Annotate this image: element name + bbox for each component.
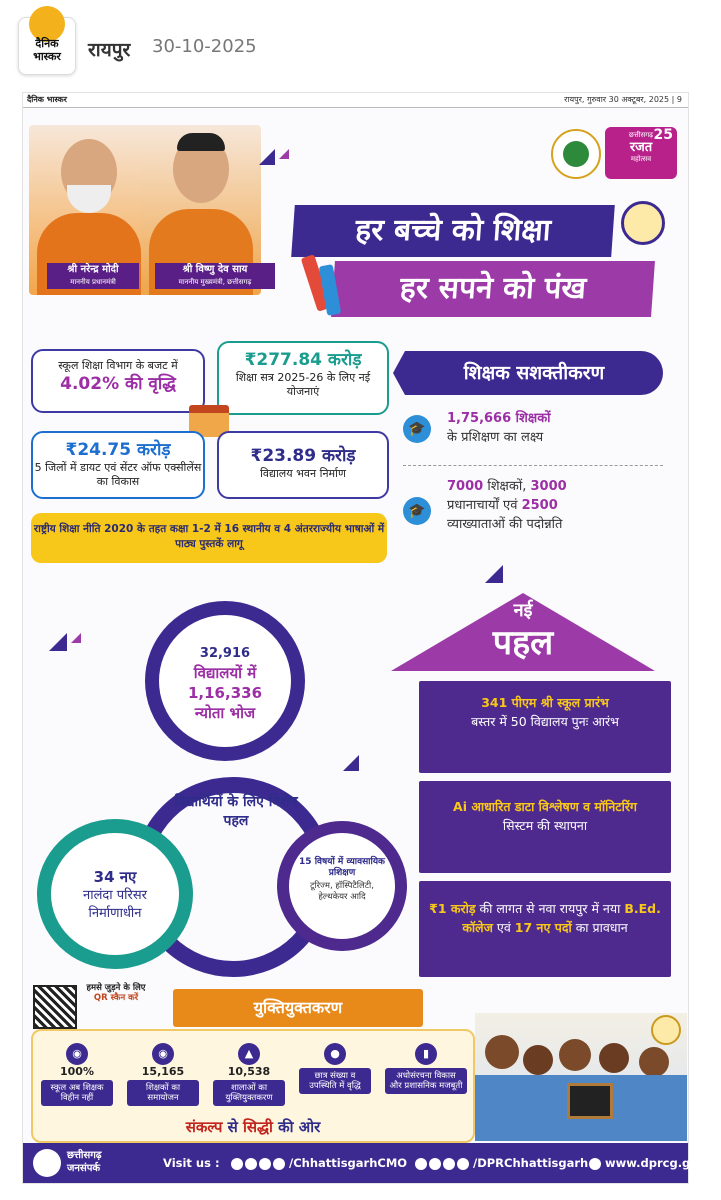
stat-label: अधोसंरचना विकास और प्रशासनिक मजबूती [385, 1068, 467, 1094]
nayi-pahal-heading [391, 595, 655, 663]
leader-namebar-1 [47, 263, 139, 289]
newspaper-page [22, 92, 721, 1184]
x-icon[interactable] [429, 1158, 441, 1170]
logo-line2: भास्कर [33, 50, 61, 63]
pahal-box-3-text1: की लागत से नवा रायपुर में नया [479, 901, 621, 916]
social-icons-1 [231, 1143, 287, 1183]
pahal-box-2 [419, 781, 671, 873]
decor-triangle [259, 149, 275, 165]
pahal-box-3-hl3: 17 नए पदों [514, 920, 572, 935]
tagline-b: से [227, 1118, 238, 1136]
decor-triangle [485, 565, 503, 583]
divider [403, 465, 663, 466]
student-head [523, 1045, 553, 1075]
rajat-line1: छत्तीसगढ़ [628, 131, 654, 139]
teacher-item-2-v3: 2500 [521, 498, 558, 513]
circle-left-line1: 34 नए [93, 868, 137, 886]
page-strip [23, 93, 688, 108]
circle-left-line2: नालंदा परिसर निर्माणाधीन [83, 888, 147, 921]
tagline-a: संकल्प [185, 1118, 223, 1136]
social-icons-2 [415, 1143, 471, 1183]
cg-govt-emblem [551, 129, 601, 179]
graduation-cap-icon: 🎓 [403, 415, 431, 443]
teacher-item-2-t3: व्याख्याताओं की पदोन्नति [447, 517, 563, 532]
students-group-icon: ● [324, 1043, 346, 1065]
pahal-box-2-text: सिस्टम की स्थापना [502, 818, 588, 833]
stat-label: शालाओं का युक्तियुक्तकरण [213, 1080, 285, 1106]
footer-bar [23, 1143, 721, 1183]
page-strip-left: दैनिक भास्कर [27, 95, 67, 104]
nayi-big: पहल [492, 623, 554, 663]
budget-box-2-value: ₹277.84 करोड़ [244, 350, 362, 370]
pahal-box-3-hl1: ₹1 करोड़ [429, 901, 476, 916]
tagline-c: सिद्धी [242, 1118, 273, 1136]
budget-box-2 [217, 341, 389, 415]
budget-box-4-value: ₹23.89 करोड़ [250, 446, 356, 466]
pahal-box-3-text3: का प्रावधान [575, 920, 628, 935]
decor-triangle [279, 149, 289, 159]
emblem-icon [563, 141, 589, 167]
nep-note: राष्ट्रीय शिक्षा नीति 2020 के तहत कक्षा 1-2 में 16 स्थानीय व 4 अंतरराज्यीय भाषाओं में पाठ्य पुस्तकें लागू [31, 513, 387, 563]
edition-city[interactable]: रायपुर [88, 39, 131, 61]
qr-cta: QR स्कैन करें [93, 993, 139, 1003]
qr-code[interactable] [33, 985, 77, 1029]
circle-top-line2: विद्यालयों में [193, 664, 257, 682]
visit-label: Visit us : [163, 1156, 220, 1170]
handle-dpr[interactable]: /DPRChhattisgarh [473, 1156, 589, 1170]
rajat-line3: महोत्सव [630, 155, 652, 163]
leader-role-2: माननीय मुख्यमंत्री, छत्तीसगढ़ [178, 278, 252, 286]
headline-line1: हर बच्चे को शिक्षा [291, 205, 615, 257]
teacher-item-2 [447, 477, 673, 534]
stat-label: छात्र संख्या व उपस्थिति में वृद्धि [299, 1068, 371, 1094]
stat-item [127, 1041, 199, 1119]
logo-line1: दैनिक [35, 37, 59, 50]
headline-line2: हर सपने को पंख [331, 261, 655, 317]
rajat-mahotsav-badge [605, 127, 677, 179]
circle-right-line2: टूरिज्म, हॉस्पिटैलिटी, हेल्थकेयर आदि [310, 881, 374, 902]
edition-date[interactable]: 30-10-2025 [152, 36, 257, 57]
student-head [485, 1035, 519, 1069]
teacher-item-2-v1: 7000 [447, 479, 484, 494]
decor-triangle [49, 633, 67, 651]
student-head [559, 1039, 591, 1071]
pahal-box-3-text2: एवं [496, 920, 511, 935]
rajat-line2: रजत [629, 140, 653, 155]
stat-item [41, 1041, 113, 1119]
budget-box-4-text: विद्यालय भवन निर्माण [260, 467, 346, 480]
teacher-section-title: शिक्षक सशक्तीकरण [405, 351, 663, 395]
stat-item [213, 1041, 285, 1119]
portrait-1-beard [67, 185, 111, 213]
rationalization-title: युक्तियुक्तकरण [173, 989, 423, 1027]
dainik-bhaskar-logo[interactable] [18, 17, 76, 75]
stat-value: 15,165 [141, 1065, 185, 1078]
youtube-icon[interactable] [443, 1158, 455, 1170]
stat-label: शिक्षकों का समायोजन [127, 1080, 199, 1106]
budget-box-3-text: 5 जिलों में डायट एवं सेंटर ऑफ एक्सीलेंस का विकास [34, 461, 202, 488]
dept-name [67, 1149, 102, 1175]
graduation-cap-icon: 🎓 [403, 497, 431, 525]
circle-right-line1: 15 विषयों में व्यावसायिक प्रशिक्षण [299, 857, 385, 878]
portrait-2-hair [177, 133, 225, 151]
teacher-item-2-v2: 3000 [530, 479, 567, 494]
budget-box-1-value: 4.02% की वृद्धि [60, 374, 176, 394]
instagram-icon[interactable] [273, 1158, 285, 1170]
teacher-item-2-t1: शिक्षकों, [487, 479, 527, 494]
decor-triangle [71, 633, 81, 643]
circle-top-line4: न्योता भोज [194, 704, 256, 722]
budget-box-3-value: ₹24.75 करोड़ [65, 440, 171, 460]
pahal-box-1-hl: 341 पीएम श्री स्कूल प्रारंभ [481, 695, 609, 710]
budget-box-2-text: शिक्षा सत्र 2025-26 के लिए नई योजनाएं [235, 371, 371, 398]
x-icon[interactable] [245, 1158, 257, 1170]
qr-label-block [77, 983, 155, 1003]
pahal-box-2-hl: Ai आधारित डाटा विश्लेषण व मॉनिटरिंग [453, 799, 637, 814]
cg-emblem-icon [33, 1149, 61, 1177]
facebook-icon[interactable] [231, 1158, 243, 1170]
rationalization-stats [31, 1029, 475, 1143]
stat-label: स्कूल अब शिक्षक विहीन नहीं [41, 1080, 113, 1106]
budget-box-3 [31, 431, 205, 499]
teacher-board-icon: ◉ [66, 1043, 88, 1065]
stat-value: 100% [60, 1065, 94, 1078]
youtube-icon[interactable] [259, 1158, 271, 1170]
stat-item [299, 1041, 371, 1119]
stat-value: 10,538 [227, 1065, 271, 1078]
student-head [599, 1043, 629, 1073]
circle-top [145, 601, 305, 761]
budget-box-1 [31, 349, 205, 413]
circle-top-line1: 32,916 [199, 646, 251, 661]
brain-bulb-icon [621, 201, 665, 245]
lightbulb-icon [651, 1015, 681, 1045]
handle-cmo[interactable]: /ChhattisgarhCMO [289, 1156, 408, 1170]
circle-left [37, 819, 193, 969]
tagline-d: की ओर [278, 1118, 321, 1136]
page-strip-right: रायपुर, गुरुवार 30 अक्टूबर, 2025 | 9 [564, 95, 682, 104]
pahal-box-3 [419, 881, 671, 977]
circle-center-text: विद्यार्थियों के लिए विशेष पहल [174, 794, 298, 829]
circle-right [277, 821, 407, 951]
nayi-small: नई [513, 600, 533, 621]
leader-name-2: श्री विष्णु देव साय [182, 264, 248, 275]
teacher-item-2-t2: प्रधानाचार्यों एवं [447, 498, 518, 513]
pahal-box-3-hl2: B.Ed. कॉलेज [462, 901, 661, 935]
teacher-item-1 [447, 409, 667, 447]
pahal-box-1-text: बस्तर में 50 विद्यालय पुनः आरंभ [471, 714, 619, 729]
school-icon: ▲ [238, 1043, 260, 1065]
pahal-box-1 [419, 681, 671, 773]
website-link[interactable]: www.dprcg.gov.in [605, 1156, 721, 1170]
teacher-item-1-value: 1,75,666 शिक्षकों [447, 411, 551, 426]
leader-role-1: माननीय प्रधानमंत्री [70, 278, 116, 286]
decor-triangle [343, 755, 359, 771]
teacher-icon: ◉ [152, 1043, 174, 1065]
dept-line1: छत्तीसगढ़ [67, 1150, 102, 1161]
rajat-number: 25 [653, 127, 673, 143]
teacher-item-1-text: के प्रशिक्षण का लक्ष्य [447, 430, 544, 445]
slate-icon [567, 1083, 613, 1119]
leader-namebar-2 [155, 263, 275, 289]
globe-icon [589, 1143, 603, 1183]
top-bar [0, 0, 709, 90]
stat-item [385, 1041, 467, 1119]
growth-chart-icon: ▮ [415, 1043, 437, 1065]
leader-name-1: श्री नरेन्द्र मोदी [67, 264, 119, 275]
facebook-icon[interactable] [415, 1158, 427, 1170]
student-head [639, 1047, 669, 1077]
tagline [33, 1117, 473, 1137]
budget-box-4 [217, 431, 389, 499]
dept-line2: जनसंपर्क [67, 1163, 101, 1174]
instagram-icon[interactable] [457, 1158, 469, 1170]
budget-box-1-text: स्कूल शिक्षा विभाग के बजट में [58, 359, 178, 372]
qr-label: हमसे जुड़ने के लिए [86, 983, 146, 993]
circle-top-line3: 1,16,336 [187, 684, 263, 702]
